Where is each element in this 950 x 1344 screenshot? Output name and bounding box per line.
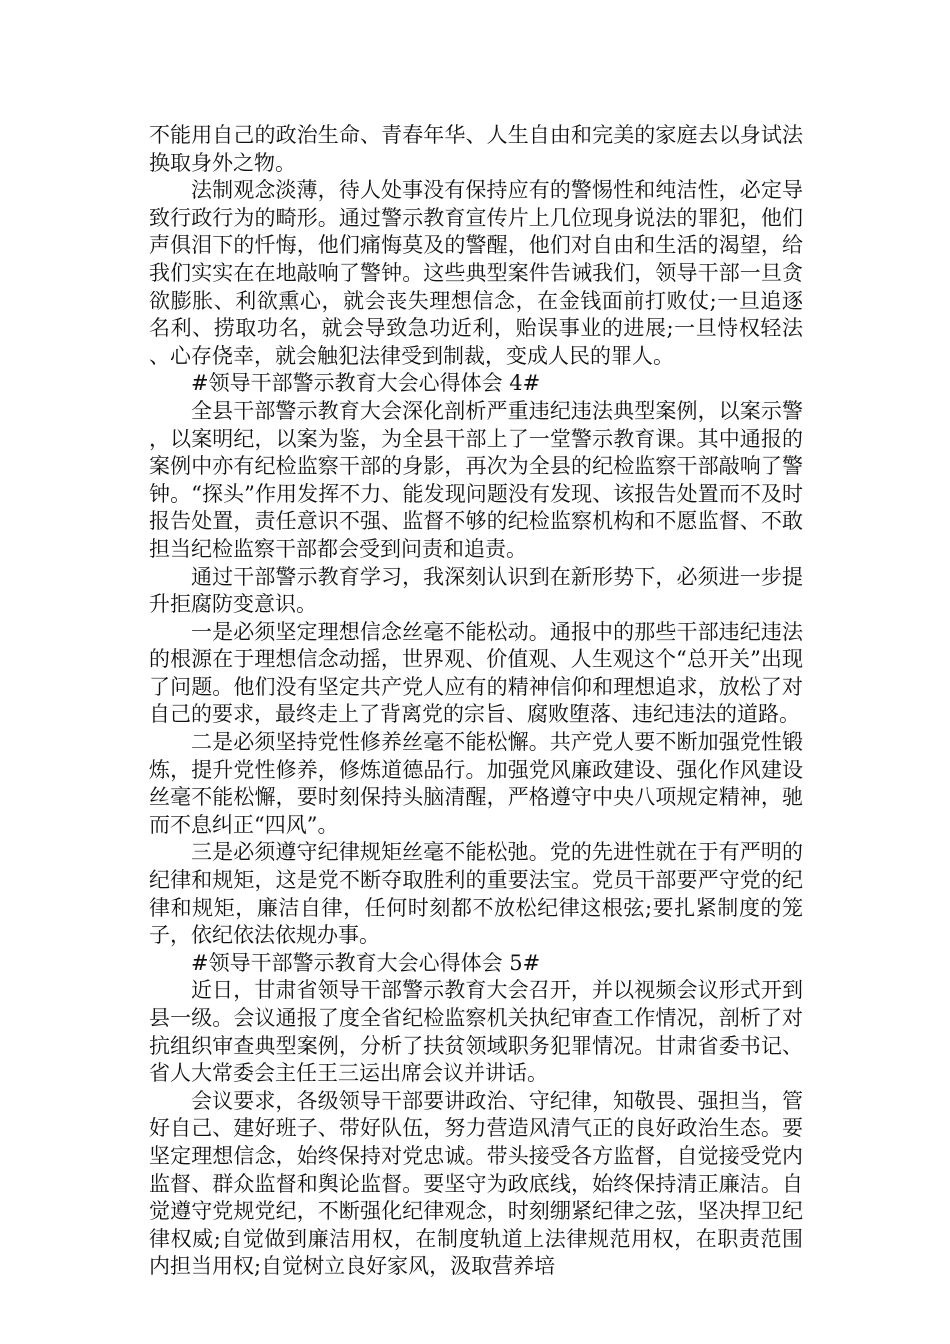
paragraph: 法制观念淡薄，待人处事没有保持应有的警惕性和纯洁性，必定导致行政行为的畸形。通过警示教育宣传片上几位现身说法的罪犯，他们声俱泪下的忏悔，他们痛悔莫及的警醒，他们对自由和生活的渴望，给我们实实在在地敲响了警钟。这些典型案件告诫我们，领导干部一旦贪欲膨胀、利欲熏心，就会丧失理想信念，在金钱面前打败仗;一旦追逐名利、捞取功名，就会导致急功近利，贻误事业的进展;一旦恃权轻法、心存侥幸，就会触犯法律受到制裁，变成人民的罪人。 xyxy=(149,178,803,368)
paragraph: 全县干部警示教育大会深化剖析严重违纪违法典型案例，以案示警，以案明纪，以案为鉴，为全县干部上了一堂警示教育课。其中通报的案例中亦有纪检监察干部的身影，再次为全县的纪检监察干部敲响了警钟。“探头”作用发挥不力、能发现问题没有发现、该报告处置而不及时报告处置，责任意识不强、监督不够的纪检监察机构和不愿监督、不敢担当纪检监察干部都会受到问责和追责。 xyxy=(149,398,803,561)
paragraph: 近日，甘肃省领导干部警示教育大会召开，并以视频会议形式开到县一级。会议通报了度全省纪检监察机关执纪审查工作情况，剖析了对抗组织审查典型案例，分析了扶贫领域职务犯罪情况。甘肃省委书记、省人大常委会主任王三运出席会议并讲话。 xyxy=(149,978,803,1086)
paragraph: 通过干部警示教育学习，我深刻认识到在新形势下，必须进一步提升拒腐防变意识。 xyxy=(149,564,803,617)
document-body xyxy=(149,122,803,1281)
paragraph: 一是必须坚定理想信念丝毫不能松动。通报中的那些干部违纪违法的根源在于理想信念动摇，世界观、价值观、人生观这个“总开关”出现了问题。他们没有坚定共产党人应有的精神信仰和理想追求，放松了对自己的要求，最终走上了背离党的宗旨、腐败堕落、违纪违法的道路。 xyxy=(149,619,803,727)
paragraph: 二是必须坚持党性修养丝毫不能松懈。共产党人要不断加强党性锻炼，提升党性修养，修炼道德品行。加强党风廉政建设、强化作风建设丝毫不能松懈，要时刻保持头脑清醒，严格遵守中央八项规定精神，驰而不息纠正“四风”。 xyxy=(149,730,803,837)
paragraph-continued: 不能用自己的政治生命、青春年华、人生自由和完美的家庭去以身试法换取身外之物。 xyxy=(149,123,803,175)
paragraph: 会议要求，各级领导干部要讲政治、守纪律，知敬畏、强担当，管好自己、建好班子、带好队伍，努力营造风清气正的良好政治生态。要坚定理想信念，始终保持对党忠诚。带头接受各方监督，自觉接受党内监督、群众监督和舆论监督。要坚守为政底线，始终保持清正廉洁。自觉遵守党规党纪，不断强化纪律观念，时刻绷紧纪律之弦，坚决捍卫纪律权威;自觉做到廉洁用权，在制度轨道上法律规范用权，在职责范围内担当用权;自觉树立良好家风，汲取营养培 xyxy=(149,1088,803,1279)
section-heading: #领导干部警示教育大会心得体会 4# xyxy=(191,371,541,396)
section-heading: #领导干部警示教育大会心得体会 5# xyxy=(191,950,541,975)
paragraph: 三是必须遵守纪律规矩丝毫不能松弛。党的先进性就在于有严明的纪律和规矩，这是党不断夺取胜利的重要法宝。党员干部要严守党的纪律和规矩，廉洁自律，任何时刻都不放松纪律这根弦;要扎紧制度的笼子，依纪依法依规办事。 xyxy=(149,840,803,948)
